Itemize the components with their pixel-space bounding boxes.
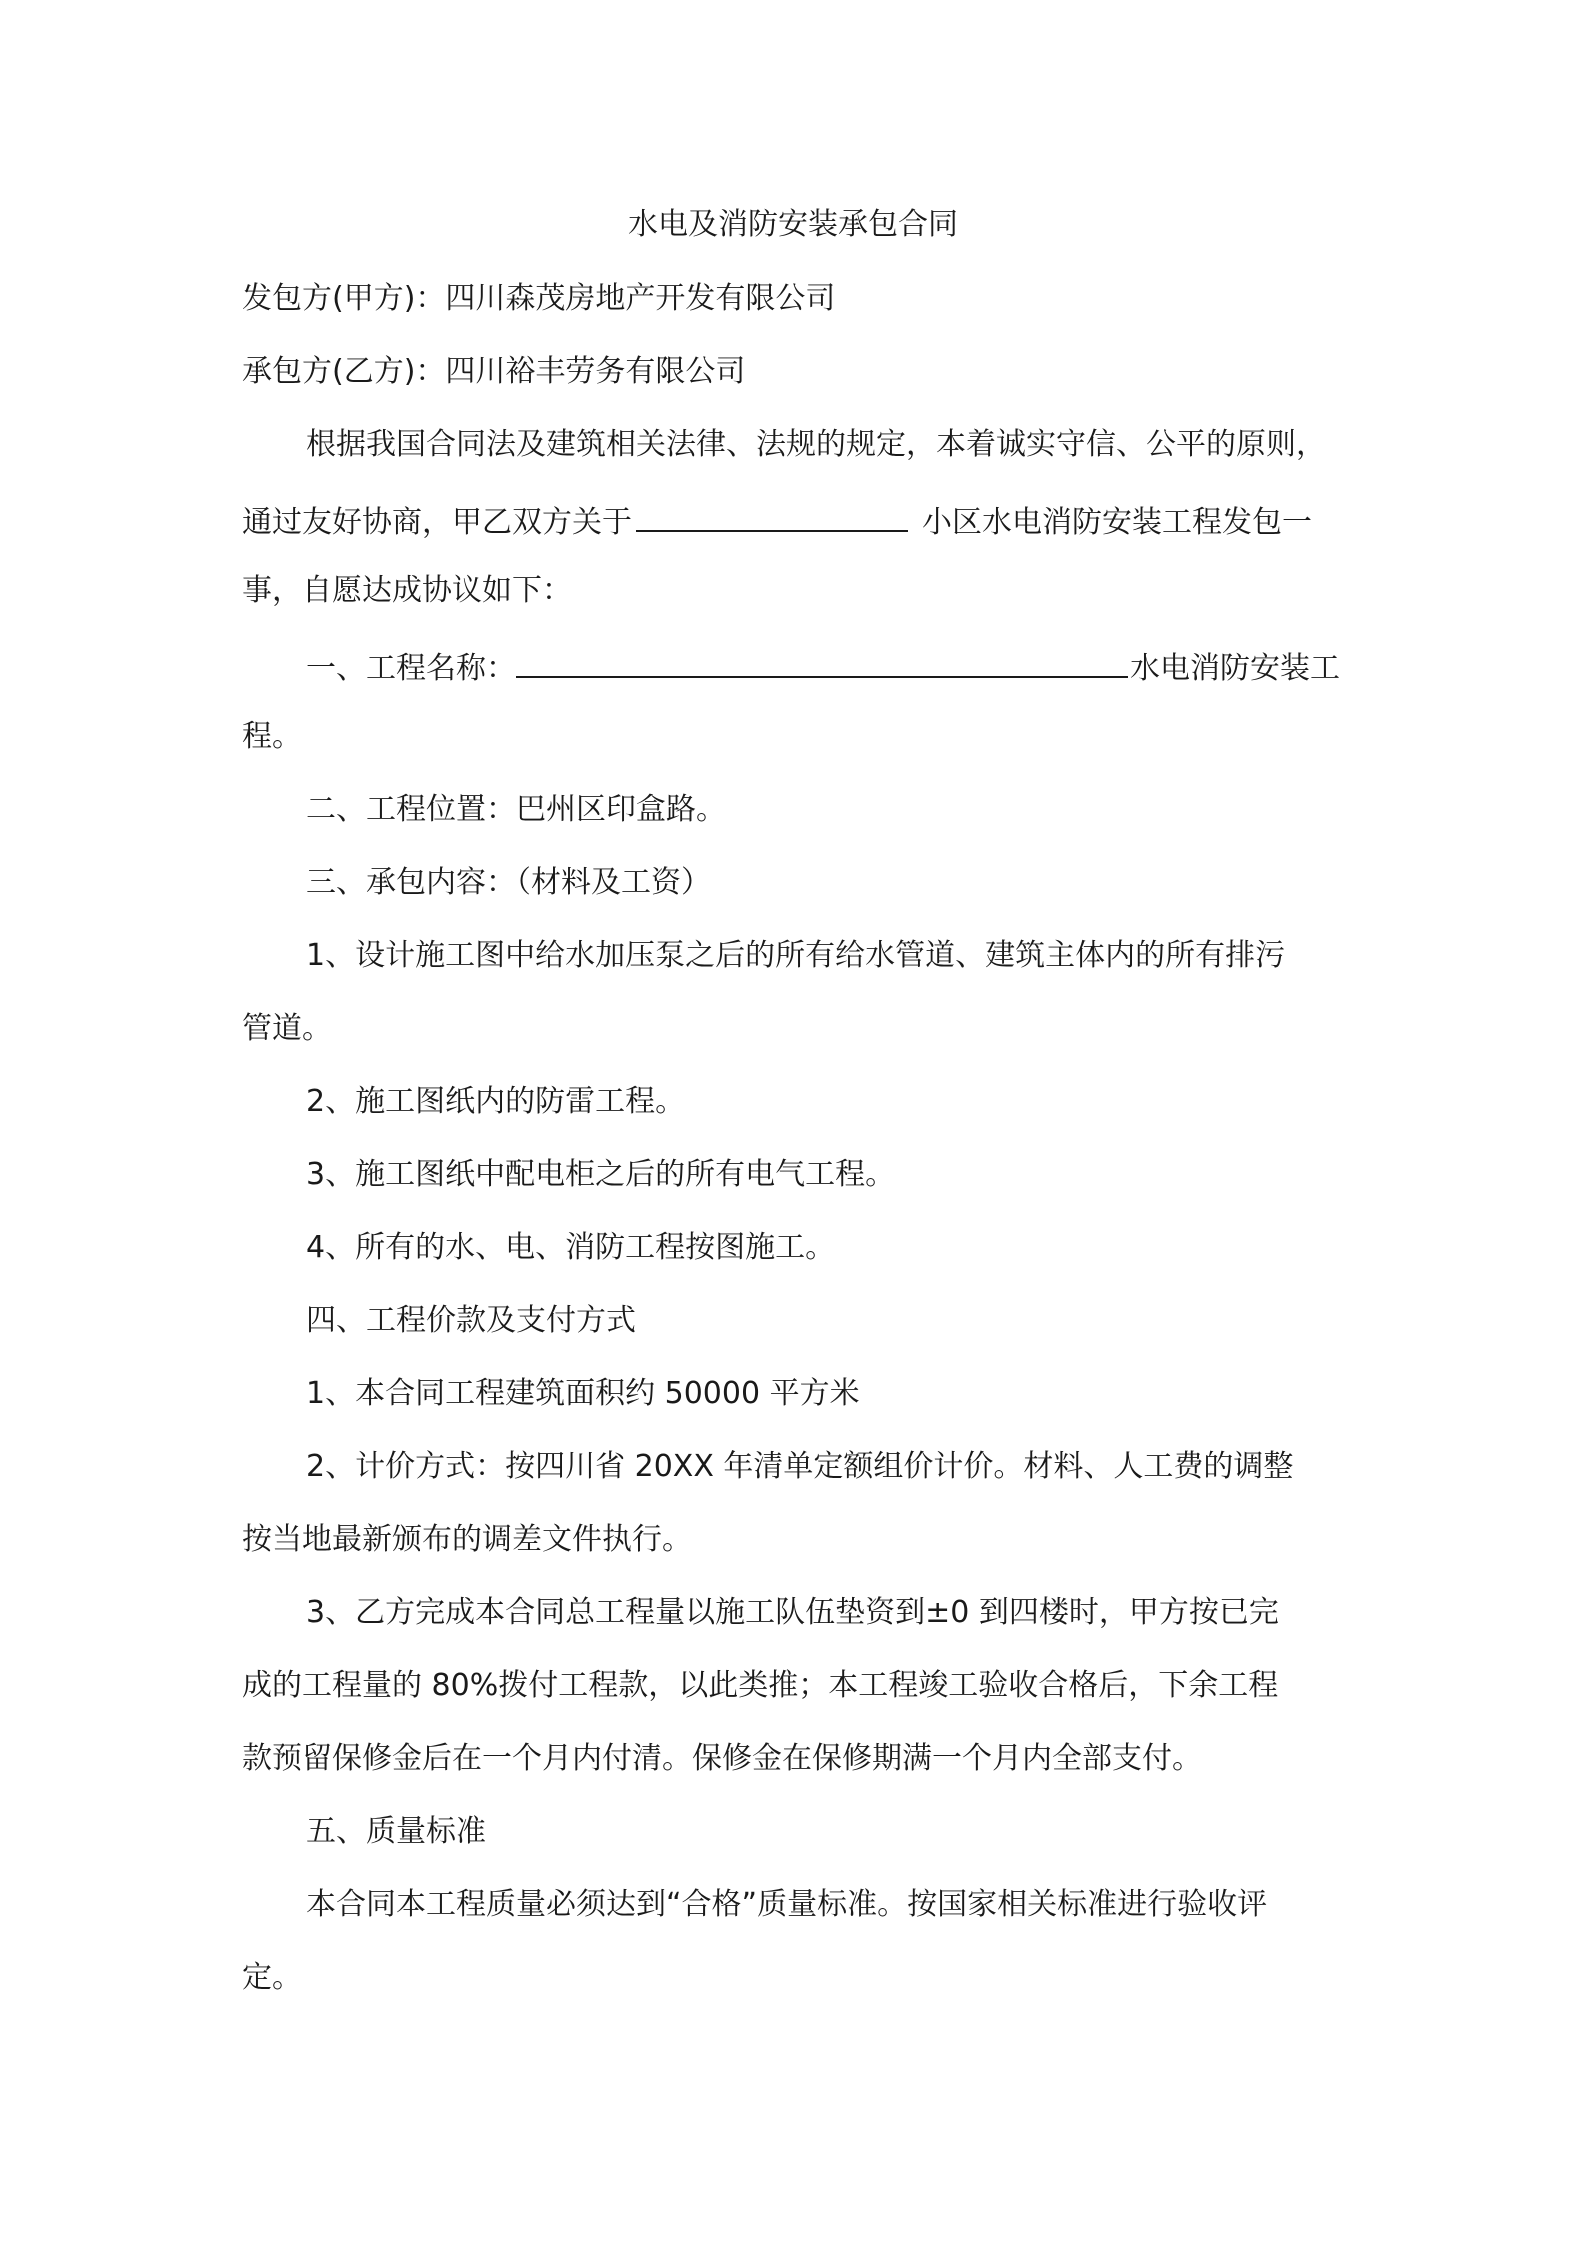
section-5-line-2: 定。: [242, 1960, 302, 1995]
section-5-heading: 五、质量标准: [306, 1814, 486, 1849]
section-4-item-2: 2、计价方式：按四川省 20XX 年清单定额组价计价。材料、人工费的调整: [306, 1449, 1294, 1484]
section-4-heading: 四、工程价款及支付方式: [306, 1303, 636, 1338]
intro-line-2-start: 通过友好协商，甲乙双方关于: [242, 505, 632, 540]
section-1-line-1: [306, 642, 1340, 691]
section-3-item-4: 4、所有的水、电、消防工程按图施工。: [306, 1230, 836, 1265]
section-4-item-3: 3、乙方完成本合同总工程量以施工队伍垫资到±0 到四楼时，甲方按已完: [306, 1595, 1279, 1630]
section-4-item-3-cont-1: 成的工程量的 80%拨付工程款，以此类推；本工程竣工验收合格后，下余工程: [242, 1668, 1279, 1703]
project-name-blank: [516, 642, 1128, 678]
section-1-line-2: 程。: [242, 719, 302, 754]
section-2: 二、工程位置：巴州区印盒路。: [306, 792, 726, 827]
section-3-item-1: 1、设计施工图中给水加压泵之后的所有给水管道、建筑主体内的所有排污: [306, 938, 1286, 973]
intro-line-2-end: 小区水电消防安装工程发包一: [922, 505, 1312, 540]
section-4-item-1: 1、本合同工程建筑面积约 50000 平方米: [306, 1376, 860, 1411]
section-3-item-2: 2、施工图纸内的防雷工程。: [306, 1084, 686, 1119]
party-a: 发包方(甲方)：四川森茂房地产开发有限公司: [242, 281, 836, 316]
section-4-item-2-cont: 按当地最新颁布的调差文件执行。: [242, 1522, 692, 1557]
intro-line-1: 根据我国合同法及建筑相关法律、法规的规定，本着诚实守信、公平的原则，: [306, 427, 1326, 462]
section-5-line-1: 本合同本工程质量必须达到“合格”质量标准。按国家相关标准进行验收评: [306, 1887, 1268, 1922]
section-4-item-3-cont-2: 款预留保修金后在一个月内付清。保修金在保修期满一个月内全部支付。: [242, 1741, 1202, 1776]
project-name-label: 一、工程名称：: [306, 651, 516, 686]
project-name-suffix: 水电消防安装工: [1130, 651, 1340, 686]
intro-line-3: 事，自愿达成协议如下：: [242, 573, 572, 608]
intro-line-2: [242, 496, 1312, 545]
community-name-blank: [636, 496, 908, 532]
section-3-heading: 三、承包内容：（材料及工资）: [306, 865, 711, 900]
party-b: 承包方(乙方)：四川裕丰劳务有限公司: [242, 354, 746, 389]
document-title: 水电及消防安装承包合同: [628, 207, 958, 242]
section-3-item-1-cont: 管道。: [242, 1011, 332, 1046]
section-3-item-3: 3、施工图纸中配电柜之后的所有电气工程。: [306, 1157, 896, 1192]
